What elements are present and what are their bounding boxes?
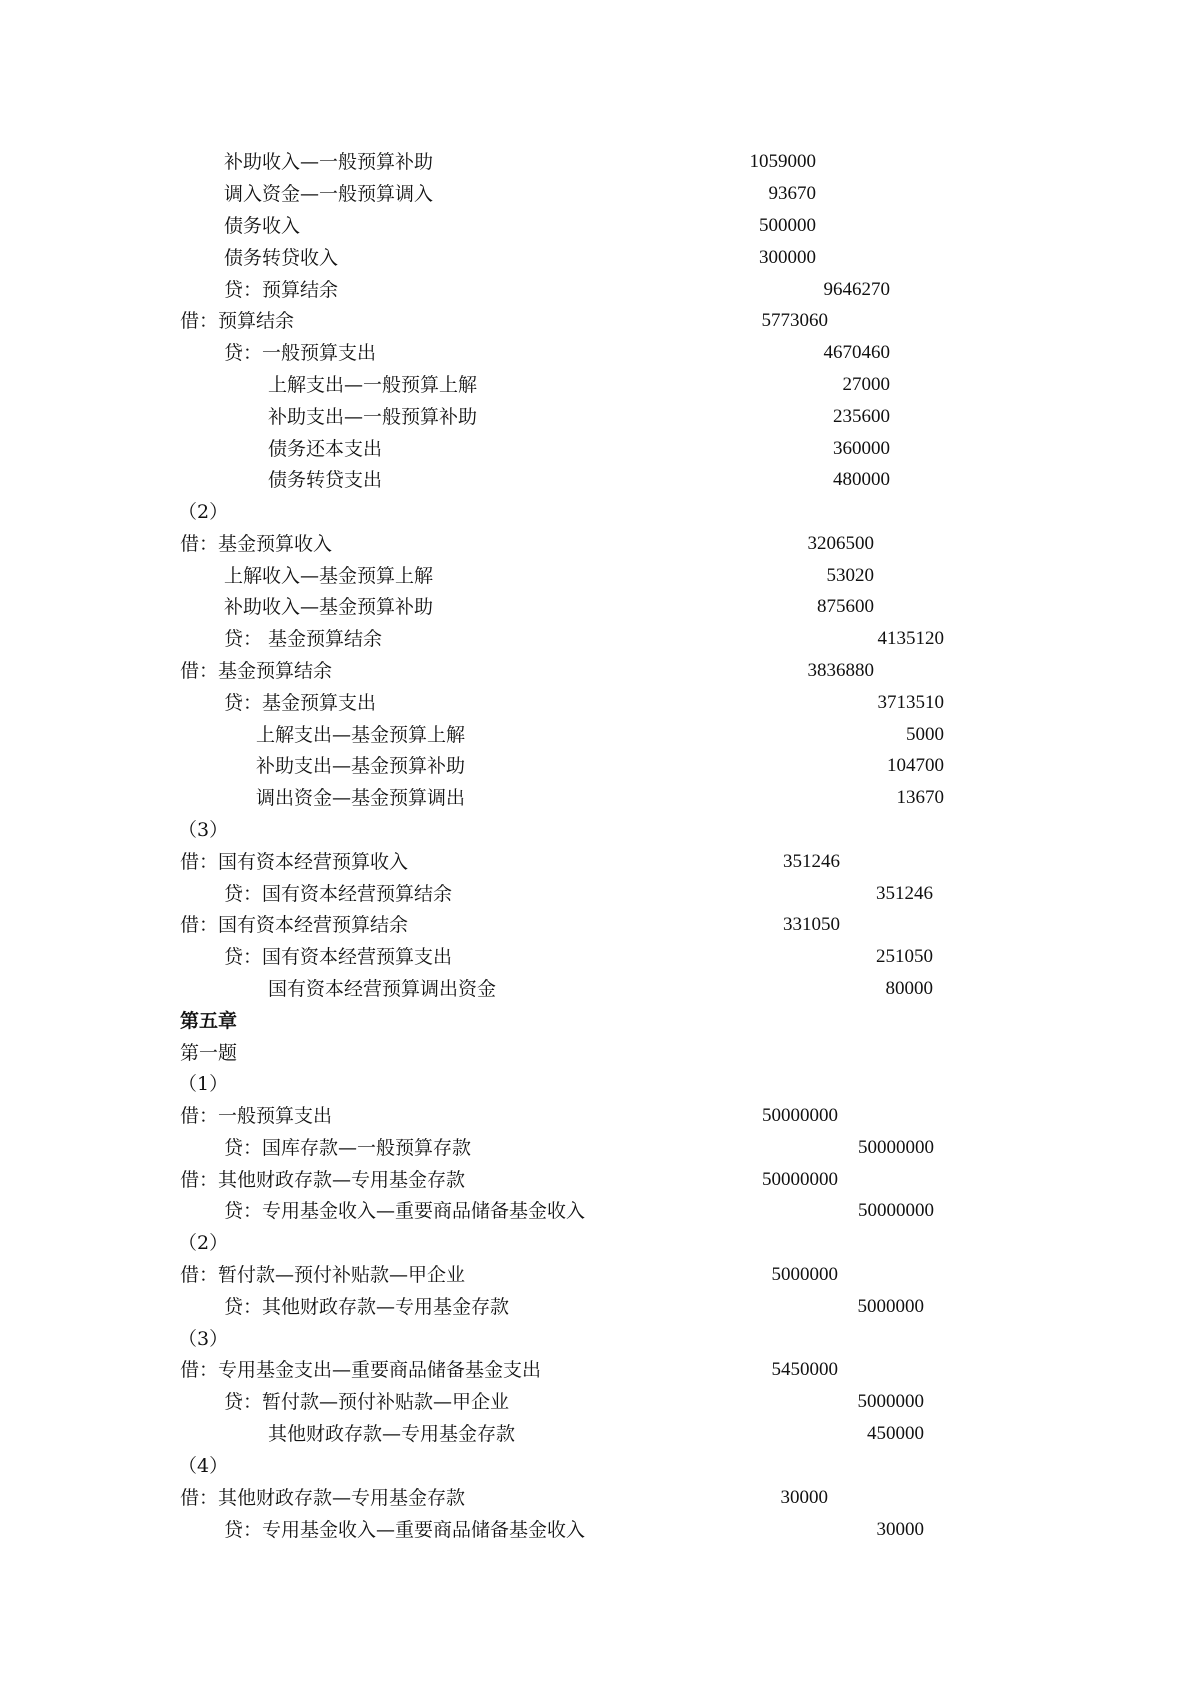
entry-line (0, 1134, 1191, 1165)
entry-line (0, 1197, 1191, 1228)
entry-text: （3） (178, 819, 229, 841)
entry-line (0, 180, 1191, 211)
debit-amount: 93670 (768, 183, 816, 204)
entry-text: 其他财政存款—专用基金存款 (268, 1423, 516, 1445)
credit-amount: 251050 (876, 946, 933, 967)
entry-line (0, 212, 1191, 243)
debit-amount: 500000 (759, 215, 816, 236)
entry-line (0, 1293, 1191, 1324)
entry-text: 贷：国有资本经营预算结余 (224, 883, 453, 905)
debit-amount: 3836880 (807, 660, 874, 681)
entry-text: 借：其他财政存款—专用基金存款 (180, 1487, 466, 1509)
entry-line (0, 689, 1191, 720)
credit-amount: 30000 (876, 1519, 924, 1540)
entry-line (0, 276, 1191, 307)
entry-text: 上解收入—基金预算上解 (224, 565, 434, 587)
entry-line (0, 339, 1191, 370)
entry-text: 贷：其他财政存款—专用基金存款 (224, 1296, 510, 1318)
subsection-label (0, 498, 1191, 529)
entry-text: （1） (178, 1073, 229, 1095)
entry-line (0, 307, 1191, 338)
debit-amount: 5000000 (771, 1264, 838, 1285)
credit-amount: 5000000 (857, 1391, 924, 1412)
entry-line (0, 1484, 1191, 1515)
entry-text: （4） (178, 1455, 229, 1477)
entry-text: 贷：国有资本经营预算支出 (224, 946, 453, 968)
subsection-label (0, 1070, 1191, 1101)
entry-line (0, 371, 1191, 402)
entry-text: 债务转贷支出 (268, 469, 383, 491)
entry-line (0, 625, 1191, 656)
entry-text: 借：其他财政存款—专用基金存款 (180, 1169, 466, 1191)
entry-line (0, 1356, 1191, 1387)
entry-text: 补助支出—基金预算补助 (256, 755, 466, 777)
entry-text: 借：暂付款—预付补贴款—甲企业 (180, 1264, 466, 1286)
entry-line (0, 1102, 1191, 1133)
entry-text: 债务转贷收入 (224, 247, 339, 269)
entry-line (0, 435, 1191, 466)
credit-amount: 104700 (887, 755, 944, 776)
credit-amount: 4670460 (823, 342, 890, 363)
question-heading (0, 1039, 1191, 1070)
credit-amount: 450000 (867, 1423, 924, 1444)
subsection-label (0, 1325, 1191, 1356)
entry-text: 贷：一般预算支出 (224, 342, 377, 364)
debit-amount: 1059000 (749, 151, 816, 172)
debit-amount: 53020 (826, 565, 874, 586)
entry-line (0, 148, 1191, 179)
entry-line (0, 752, 1191, 783)
entry-text: 贷：专用基金收入—重要商品储备基金收入 (224, 1200, 586, 1222)
credit-amount: 5000000 (857, 1296, 924, 1317)
entry-text: 贷：预算结余 (224, 279, 339, 301)
entry-text: 补助收入—一般预算补助 (224, 151, 434, 173)
entry-text: 借：基金预算结余 (180, 660, 333, 682)
entry-line (0, 1420, 1191, 1451)
entry-line (0, 848, 1191, 879)
debit-amount: 50000000 (762, 1169, 838, 1190)
entry-text: （2） (178, 501, 229, 523)
entry-line (0, 975, 1191, 1006)
entry-text: 借：预算结余 (180, 310, 295, 332)
entry-text: 调出资金—基金预算调出 (256, 787, 466, 809)
entry-text: 第一题 (180, 1042, 238, 1064)
credit-amount: 13670 (896, 787, 944, 808)
entry-line (0, 530, 1191, 561)
entry-line (0, 880, 1191, 911)
entry-text: 补助收入—基金预算补助 (224, 596, 434, 618)
entry-text: 贷：基金预算支出 (224, 692, 377, 714)
entry-line (0, 1388, 1191, 1419)
entry-text: 国有资本经营预算调出资金 (268, 978, 497, 1000)
entry-text: 上解支出—一般预算上解 (268, 374, 478, 396)
entry-text: 借：国有资本经营预算收入 (180, 851, 409, 873)
entry-line (0, 721, 1191, 752)
entry-text: 债务收入 (224, 215, 301, 237)
entry-text: 债务还本支出 (268, 438, 383, 460)
entry-line (0, 911, 1191, 942)
debit-amount: 3206500 (807, 533, 874, 554)
credit-amount: 480000 (833, 469, 890, 490)
entry-line (0, 657, 1191, 688)
entry-text: 补助支出—一般预算补助 (268, 406, 478, 428)
credit-amount: 9646270 (823, 279, 890, 300)
entry-line (0, 1261, 1191, 1292)
debit-amount: 5773060 (761, 310, 828, 331)
chapter-heading (0, 1007, 1191, 1038)
credit-amount: 50000000 (858, 1137, 934, 1158)
entry-line (0, 403, 1191, 434)
entry-text: 贷：专用基金收入—重要商品储备基金收入 (224, 1519, 586, 1541)
credit-amount: 80000 (885, 978, 933, 999)
entry-line (0, 562, 1191, 593)
debit-amount: 875600 (817, 596, 874, 617)
subsection-label (0, 816, 1191, 847)
credit-amount: 4135120 (877, 628, 944, 649)
entry-text: 借：一般预算支出 (180, 1105, 333, 1127)
entry-text: 借：基金预算收入 (180, 533, 333, 555)
entry-line (0, 466, 1191, 497)
credit-amount: 50000000 (858, 1200, 934, 1221)
entry-line (0, 784, 1191, 815)
entry-text: （2） (178, 1232, 229, 1254)
credit-amount: 27000 (842, 374, 890, 395)
entry-text: 贷：国库存款—一般预算存款 (224, 1137, 472, 1159)
entry-text: （3） (178, 1328, 229, 1350)
debit-amount: 331050 (783, 914, 840, 935)
debit-amount: 5450000 (771, 1359, 838, 1380)
entry-text: 贷： 基金预算结余 (224, 628, 383, 650)
entry-text: 上解支出—基金预算上解 (256, 724, 466, 746)
debit-amount: 50000000 (762, 1105, 838, 1126)
subsection-label (0, 1452, 1191, 1483)
entry-line (0, 244, 1191, 275)
debit-amount: 351246 (783, 851, 840, 872)
credit-amount: 235600 (833, 406, 890, 427)
entry-text: 贷：暂付款—预付补贴款—甲企业 (224, 1391, 510, 1413)
entry-line (0, 593, 1191, 624)
entry-line (0, 943, 1191, 974)
credit-amount: 3713510 (877, 692, 944, 713)
entry-text: 借：国有资本经营预算结余 (180, 914, 409, 936)
debit-amount: 30000 (780, 1487, 828, 1508)
entry-text: 调入资金—一般预算调入 (224, 183, 434, 205)
credit-amount: 360000 (833, 438, 890, 459)
credit-amount: 5000 (906, 724, 944, 745)
subsection-label (0, 1229, 1191, 1260)
entry-text: 借：专用基金支出—重要商品储备基金支出 (180, 1359, 542, 1381)
debit-amount: 300000 (759, 247, 816, 268)
credit-amount: 351246 (876, 883, 933, 904)
entry-line (0, 1166, 1191, 1197)
entry-line (0, 1516, 1191, 1547)
entry-text: 第五章 (180, 1010, 238, 1032)
